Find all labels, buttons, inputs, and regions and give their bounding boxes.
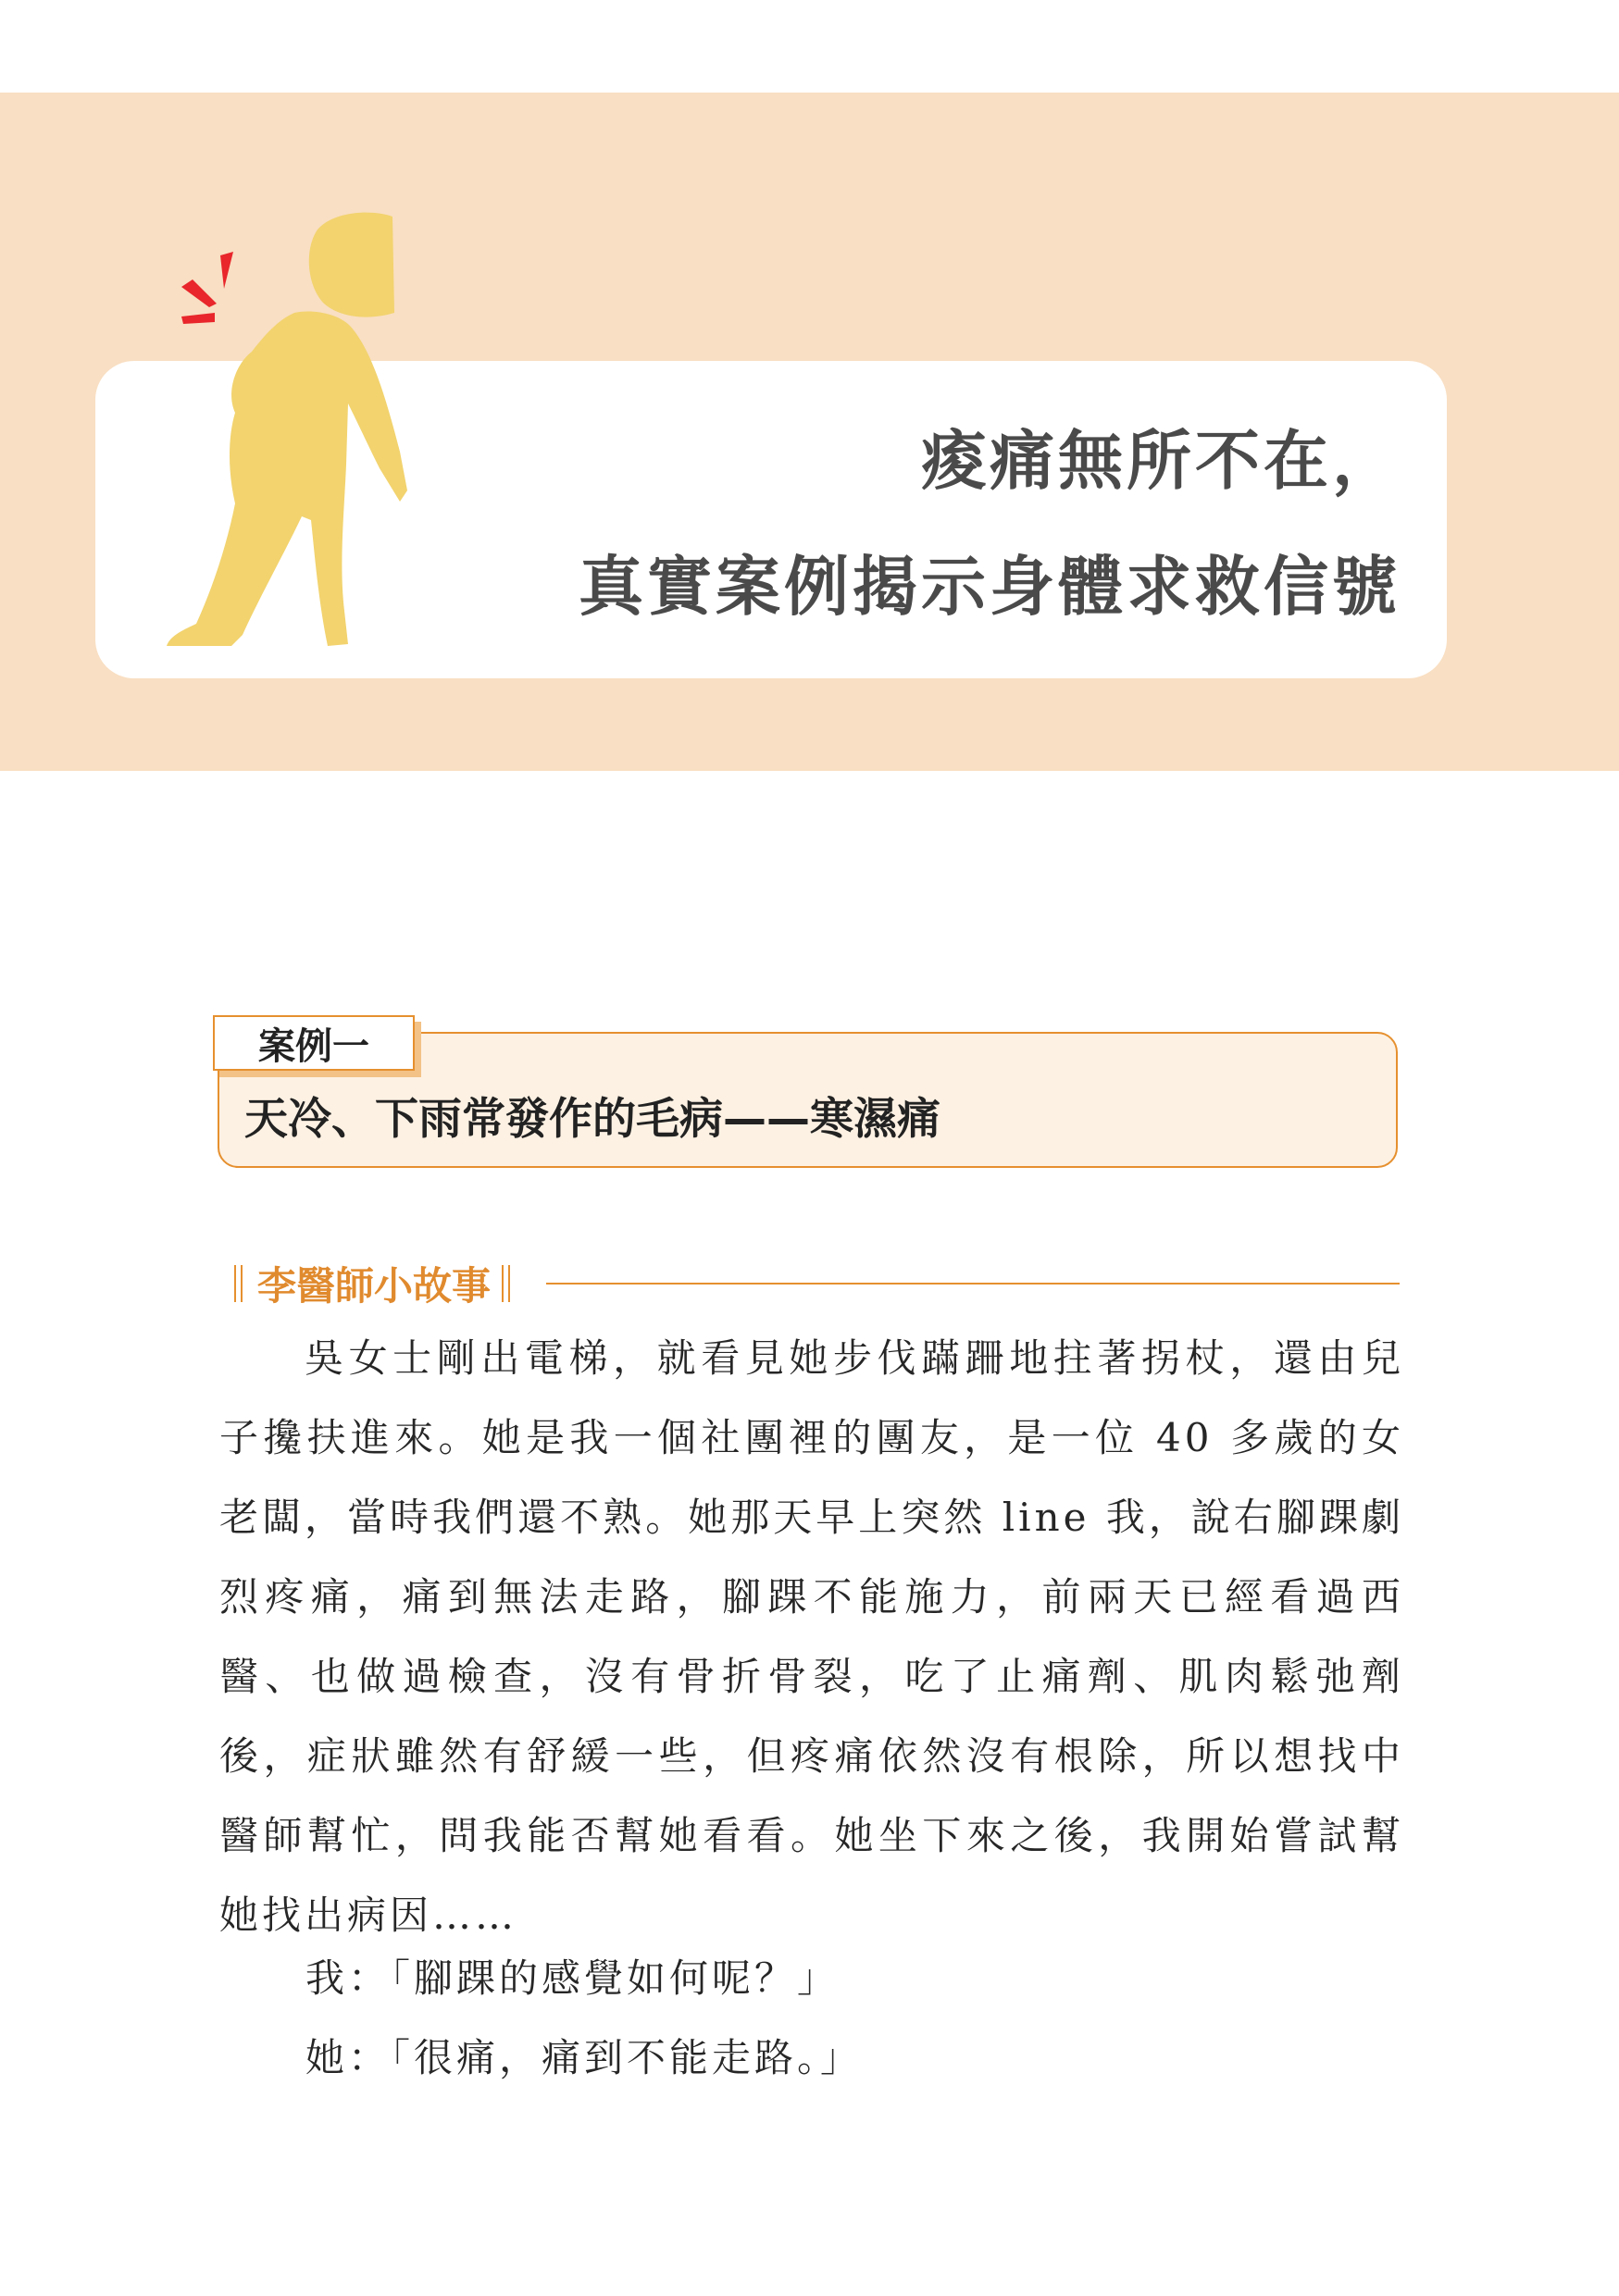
section-divider-line [546, 1283, 1400, 1285]
section-heading-right-bar-icon [502, 1265, 510, 1302]
chapter-title-line-1: 痠痛無所不在， [921, 423, 1401, 499]
dialogue [305, 1939, 1398, 2098]
dialogue-line-2: 她：「很痛，痛到不能走路。」 [305, 2035, 864, 2080]
section-heading-left-bar-icon [234, 1265, 243, 1302]
chapter-title-line-2: 真實案例揭示身體求救信號 [579, 549, 1401, 625]
story-paragraph: 吳女士剛出電梯，就看見她步伐蹣跚地拄著拐杖，還由兒子攙扶進來。她是我一個社團裡的團友，是一位 40 多歲的女老闆，當時我們還不熟。她那天早上突然 line 我，說右腳踝劇烈疼痛，痛到無法走路，腳踝不能施力，前兩天已經看過西醫、也做過檢查，沒有骨折骨裂，吃了止痛劑、肌肉鬆弛劑後，症狀雖然有舒緩一些，但疼痛依然沒有根除，所以想找中醫師幫忙，問我能否幫她看看。她坐下來之後，我開始嘗試幫她找出病因…… [219, 1335, 1404, 1938]
case-label: 案例一 [258, 1024, 369, 1068]
chapter-title [579, 398, 1401, 650]
case-title: 天冷、下雨常發作的毛病——寒濕痛 [244, 1094, 940, 1145]
dialogue-line-1: 我：「腳踝的感覺如何呢？」 [305, 1955, 841, 2001]
section-heading-text: 李醫師小故事 [257, 1263, 492, 1309]
section-heading [234, 1254, 510, 1313]
case-label-tab [213, 1015, 415, 1071]
pain-marks-icon [181, 252, 233, 324]
back-pain-figure-icon [139, 194, 528, 676]
